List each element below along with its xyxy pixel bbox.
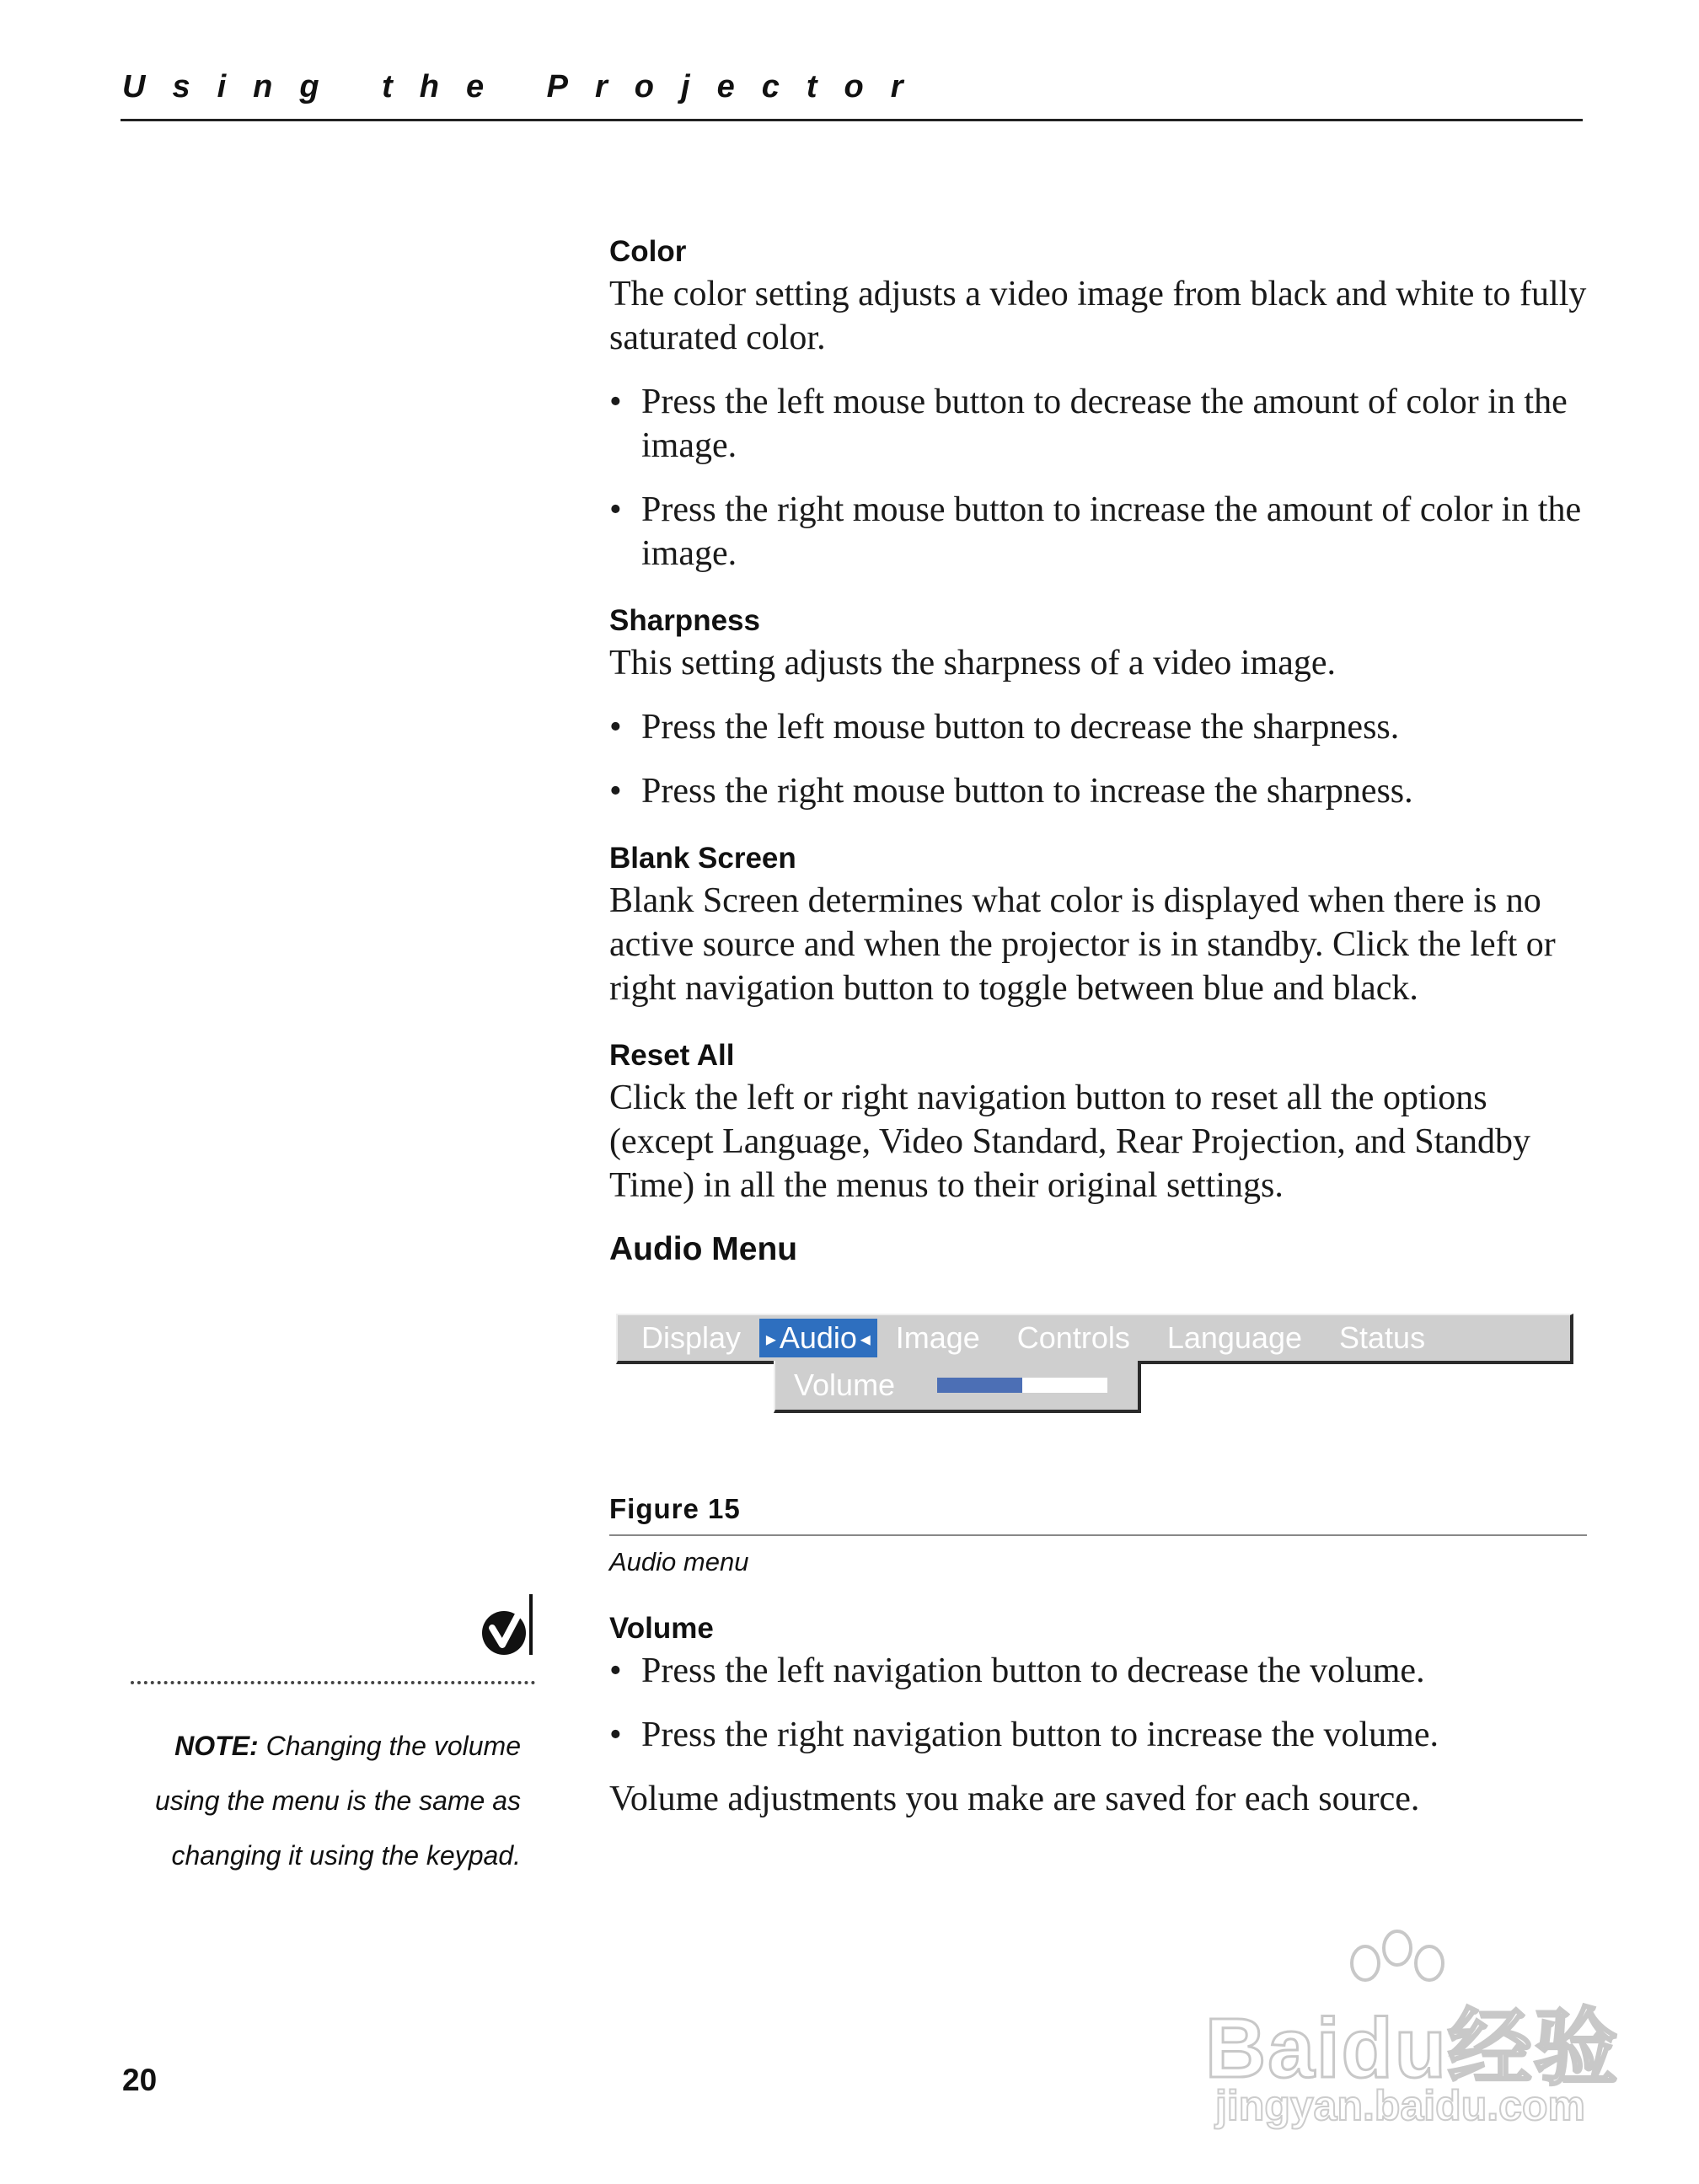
heading-blank-screen: Blank Screen <box>609 842 796 875</box>
sharpness-body: This setting adjusts the sharpness of a video image. <box>609 644 1337 682</box>
figure-caption: Audio menu <box>609 1547 749 1576</box>
color-bullet-2: • Press the right mouse button to increase the amount of color in the image. <box>609 490 1582 573</box>
menu-tab-image[interactable]: Image <box>895 1320 980 1355</box>
color-body: The color setting adjusts a video image from black and white to fully saturated color. <box>609 275 1587 357</box>
volume-slider[interactable] <box>937 1378 1107 1393</box>
sharpness-bullet-2: • Press the right mouse button to increase the sharpness. <box>609 772 1413 811</box>
bullet-text: Press the right mouse button to increase the sharpness. <box>641 772 1413 811</box>
bullet-text: Press the right mouse button to increase the amount of color in the image. <box>641 490 1582 573</box>
menu-tab-display[interactable]: Display <box>641 1320 742 1355</box>
heading-volume: Volume <box>609 1612 714 1645</box>
header-rule <box>121 119 1583 121</box>
menu-bar <box>616 1314 1573 1364</box>
bullet-text: Press the left navigation button to decrease the volume. <box>641 1651 1425 1690</box>
heading-audio-menu: Audio Menu <box>609 1231 798 1267</box>
bullet-text: Press the left mouse button to decrease the sharpness. <box>641 708 1400 747</box>
volume-body: Volume adjustments you make are saved for each source. <box>609 1780 1420 1818</box>
sidebar-note <box>126 1719 521 1883</box>
color-bullet-1: • Press the left mouse button to decrease the amount of color in the image. <box>609 383 1568 465</box>
sharpness-bullet-1: • Press the left mouse button to decrease the sharpness. <box>609 708 1400 747</box>
heading-sharpness: Sharpness <box>609 604 760 637</box>
heading-color: Color <box>609 235 687 268</box>
baidu-watermark <box>1205 1930 1627 2140</box>
menu-tab-label: Audio <box>779 1320 857 1355</box>
figure-rule <box>609 1534 1587 1536</box>
reset-all-body: Click the left or right navigation button to reset all the options (except Language, Video Standard, Rear Projection, and Standby Time) in all the menus to their original settings. <box>609 1079 1531 1205</box>
audio-menu-figure <box>609 1314 1587 1491</box>
menu-tab-audio[interactable] <box>759 1319 877 1357</box>
volume-bullet-1: • Press the left navigation button to decrease the volume. <box>609 1651 1425 1690</box>
bullet-text: Press the right navigation button to increase the volume. <box>641 1716 1439 1754</box>
figure-label: Figure 15 <box>609 1493 741 1524</box>
menu-tab-controls[interactable]: Controls <box>1016 1320 1130 1355</box>
volume-label: Volume <box>794 1368 896 1402</box>
watermark-brand: Baidu经验 <box>1205 2001 1620 2096</box>
menu-tab-status[interactable]: Status <box>1339 1320 1426 1355</box>
volume-submenu <box>774 1361 1141 1413</box>
bullet-text: Press the left mouse button to decrease the amount of color in the image. <box>641 383 1568 465</box>
volume-slider-fill <box>937 1378 1022 1393</box>
note-body: Changing the volume using the menu is the same as changing it using the keypad. <box>154 1731 521 1871</box>
running-header: Using the Projector <box>122 69 930 104</box>
note-divider <box>131 1681 535 1684</box>
blank-screen-body: Blank Screen determines what color is displayed when there is no active source and when the projector is in standby. Click the left or right navigation button to toggle between blue and black. <box>609 881 1556 1008</box>
volume-bullet-2: • Press the right navigation button to increase the volume. <box>609 1716 1439 1754</box>
menu-tab-language[interactable]: Language <box>1166 1320 1303 1355</box>
note-check-icon <box>480 1591 534 1673</box>
note-lead: NOTE: <box>174 1731 259 1761</box>
main-column <box>609 232 1587 1841</box>
arrow-left-icon: ◄ <box>856 1330 874 1350</box>
heading-reset-all: Reset All <box>609 1039 735 1072</box>
arrow-right-icon: ► <box>763 1330 780 1350</box>
watermark-url: jingyan.baidu.com <box>1215 2082 1585 2129</box>
page-number: 20 <box>122 2063 158 2097</box>
